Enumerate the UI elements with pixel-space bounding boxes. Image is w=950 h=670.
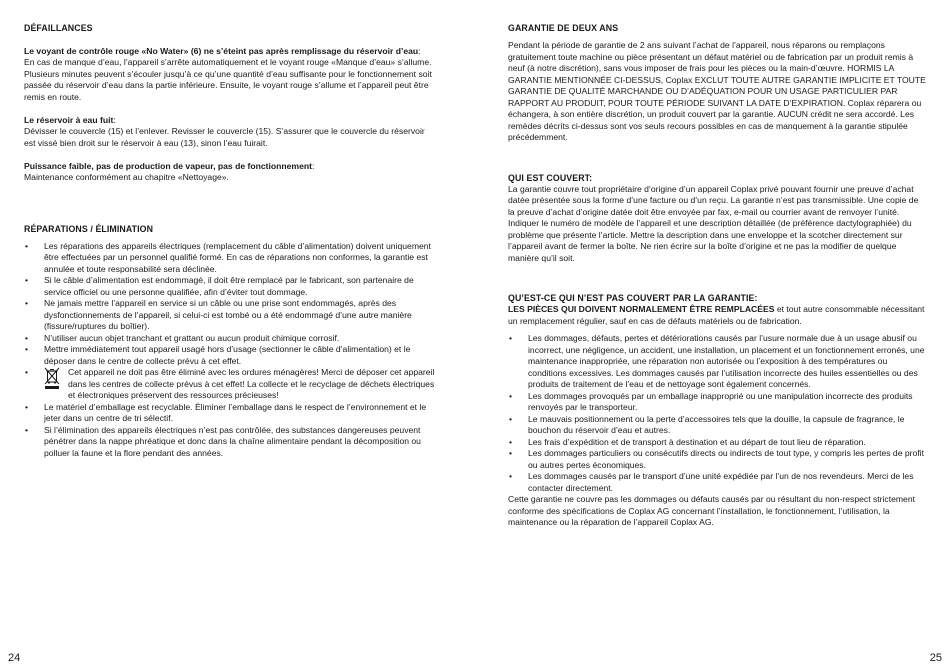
red-light-body: En cas de manque d’eau, l’appareil s’arrête automatiquement et le voyant rouge «Manque d’eau» s’allume. Plusieurs minutes peuvent s’écouler jusqu’à ce qu’une quantité d’eau suffisante pour le fonctionnement soit passée du réservoir d’eau dans la partie inférieure. Ensuite, le voyant rouge s’allume et l’appareil peut être remis en route. <box>24 57 432 102</box>
tank-colon: : <box>113 114 116 125</box>
repairs-list <box>24 241 438 460</box>
list-item: • Le mauvais positionnement ou la perte d’accessoires tels que la douille, la capsule de fragrance, le bouchon du réservoir d’eau et autres. <box>508 414 926 437</box>
page-number-right: 25 <box>929 651 942 664</box>
page-number-left: 24 <box>8 651 21 664</box>
list-item: • Les dommages particuliers ou consécutifs directs ou indirects de tout type, y compris les pertes de profit ou autres pertes économiques. <box>508 448 926 471</box>
list-item: • Les dommages, défauts, pertes et détériorations causés par l’usure normale due à un usage abusif ou incorrect, une négligence, un accident, une installation, un placement et un fonctionnement erronés, une maintenance inappropriée, une réparation non autorisée ou l’exposition à des températures ou conditions excessives. Les dommages causés par l’utilisation incorrecte des huiles essentielles ou des produits de traitement de l’eau et de nettoyage sont également concernés. <box>508 333 926 391</box>
weak-body: Maintenance conformément au chapitre «Nettoyage». <box>24 172 229 182</box>
left-page <box>24 22 438 459</box>
weak-heading: Puissance faible, pas de production de vapeur, pas de fonctionnement <box>24 160 312 171</box>
list-item-weee <box>24 367 438 402</box>
warranty-body: Pendant la période de garantie de 2 ans suivant l’achat de l’appareil, nous réparons ou remplaçons gratuitement toute machine ou pièce présentant un défaut matériel ou de fabrication par un produit remis à neuf (à notre discrétion), sans vous imposer de frais pour les pièces ou la main-d’œuvre. HORMIS LA GARANTIE MENTIONNÉE CI-DESSUS, Coplax EXCLUT TOUTE AUTRE GARANTIE IMPLICITE ET TOUTE GARANTIE DE QUALITÉ MARCHANDE OU D’ADÉQUATION POUR UN USAGE PARTICULIER PAR RAPPORT AU PRODUIT, POUR TOUTE PÉRIODE SUIVANT LA DATE D’EXPIRATION. Coplax réparera ou échangera, à son entière discrétion, un produit couvert par la garantie. AUCUN crédit ne sera accordé. Les remèdes décrits ci-dessus sont vos seuls recours possibles en cas de manquement à la garantie stipulée précédemment. <box>508 40 926 142</box>
red-light-paragraph <box>24 46 438 58</box>
not-covered-footer: Cette garantie ne couvre pas les dommages ou défauts causés par ou résultant du non-respect strictement conforme des spécifications de Coplax AG concernant l’installation, le fonctionnement, l’utilisation, la maintenance ou la réparation de l’appareil Coplax AG. <box>508 494 915 527</box>
list-item: • Si l’élimination des appareils électriques n’est pas contrôlée, des substances dangereuses peuvent pénétrer dans la nappe phréatique et donc dans la chaîne alimentaire pendant la décomposition ou polluer la faune et la flore pendant des années. <box>24 425 438 460</box>
list-item: • Les frais d’expédition et de transport à destination et au départ de tout lieu de réparation. <box>508 437 926 449</box>
repairs-title: RÉPARATIONS / ÉLIMINATION <box>24 223 154 234</box>
list-item: • Le matériel d’emballage est recyclable. Éliminer l’emballage dans le respect de l’environnement et le jeter dans un centre de tri sélectif. <box>24 402 438 425</box>
list-item: • Mettre immédiatement tout appareil usagé hors d’usage (sectionner le câble d’alimentation) et le déposer dans le centre de collecte prévu à cet effet. <box>24 344 438 367</box>
tank-heading: Le réservoir à eau fuit <box>24 114 114 125</box>
tank-paragraph <box>24 115 438 127</box>
right-page <box>508 22 926 529</box>
not-covered-title: QU’EST-CE QUI N’EST PAS COUVERT PAR LA GARANTIE: <box>508 293 758 303</box>
crossed-out-wheelie-bin-icon <box>44 367 60 389</box>
list-item: • Si le câble d’alimentation est endommagé, il doit être remplacé par le fabricant, son partenaire de service officiel ou une personne qualifiée, afin d’éviter tout dommage. <box>24 275 438 298</box>
not-covered-lead-bold: LES PIÈCES QUI DOIVENT NORMALEMENT ÊTRE REMPLACÉES <box>508 304 775 314</box>
not-covered-lead-rest: et tout autre consommable nécessitant un remplacement régulier, sauf en cas de défauts matériels ou de fabrication. <box>508 304 925 326</box>
list-item: • N’utiliser aucun objet tranchant et grattant ou aucun produit chimique corrosif. <box>24 333 438 345</box>
covered-title: QUI EST COUVERT: <box>508 172 593 183</box>
weak-paragraph <box>24 161 438 173</box>
list-item: • Les dommages provoqués par un emballage inapproprié ou une manipulation incorrecte des produits renvoyés par le transporteur. <box>508 391 926 414</box>
weee-text: Cet appareil ne doit pas être éliminé avec les ordures ménagères! Merci de déposer cet appareil dans les centres de collecte prévus à cet effet! La collecte et le recyclage de déchets électriques et électroniques préservent des ressources précieuses! <box>68 367 435 400</box>
failures-title: DÉFAILLANCES <box>24 23 93 33</box>
tank-body: Dévisser le couvercle (15) et l’enlever. Revisser le couvercle (15). S’assurer que le couvercle du réservoir est vissé bien droit sur le réservoir à eau (13), sinon l’eau fuirait. <box>24 126 425 148</box>
covered-body: La garantie couvre tout propriétaire d’origine d’un appareil Coplax privé pouvant fournir une preuve d’achat datée présentée sous la forme d’une facture ou d’un reçu. La garantie n’est pas transmissible. Une copie de la preuve d’achat d’origine datée doit être envoyée par fax, e-mail ou courrier avant de renvoyer l’unité. Indiquer le numéro de modèle de l’appareil et une description détaillée (de préférence dactylographiée) du problème que présente l’article. Mettre la description dans une enveloppe et la scotcher directement sur l’appareil avant de fermer la boîte. Ne rien écrire sur la boîte d’origine et ne pas la modifier de quelque manière qu’il soit. <box>508 183 919 263</box>
red-light-heading: Le voyant de contrôle rouge «No Water» (6) ne s’éteint pas après remplissage du réservoir d’eau <box>24 45 419 56</box>
not-covered-list <box>508 333 926 494</box>
red-light-colon: : <box>418 45 421 56</box>
not-covered-lead <box>508 304 926 327</box>
weak-colon: : <box>311 160 315 171</box>
list-item: • Les dommages causés par le transport d’une unité expédiée par l’un de nos revendeurs. Merci de les contacter directement. <box>508 471 926 494</box>
list-item: • Les réparations des appareils électriques (remplacement du câble d’alimentation) doivent uniquement être effectuées par un personnel qualifié formé. En cas de réparations non conformes, la garantie est annulée et toute responsabilité sera déclinée. <box>24 241 438 276</box>
list-item: • Ne jamais mettre l’appareil en service si un câble ou une prise sont endommagés, après des dysfonctionnements de l’appareil, si celui-ci est tombé ou a été endommagé d’une autre manière (fissure/ruptures du boîtier). <box>24 298 438 333</box>
warranty-title: GARANTIE DE DEUX ANS <box>508 23 619 33</box>
